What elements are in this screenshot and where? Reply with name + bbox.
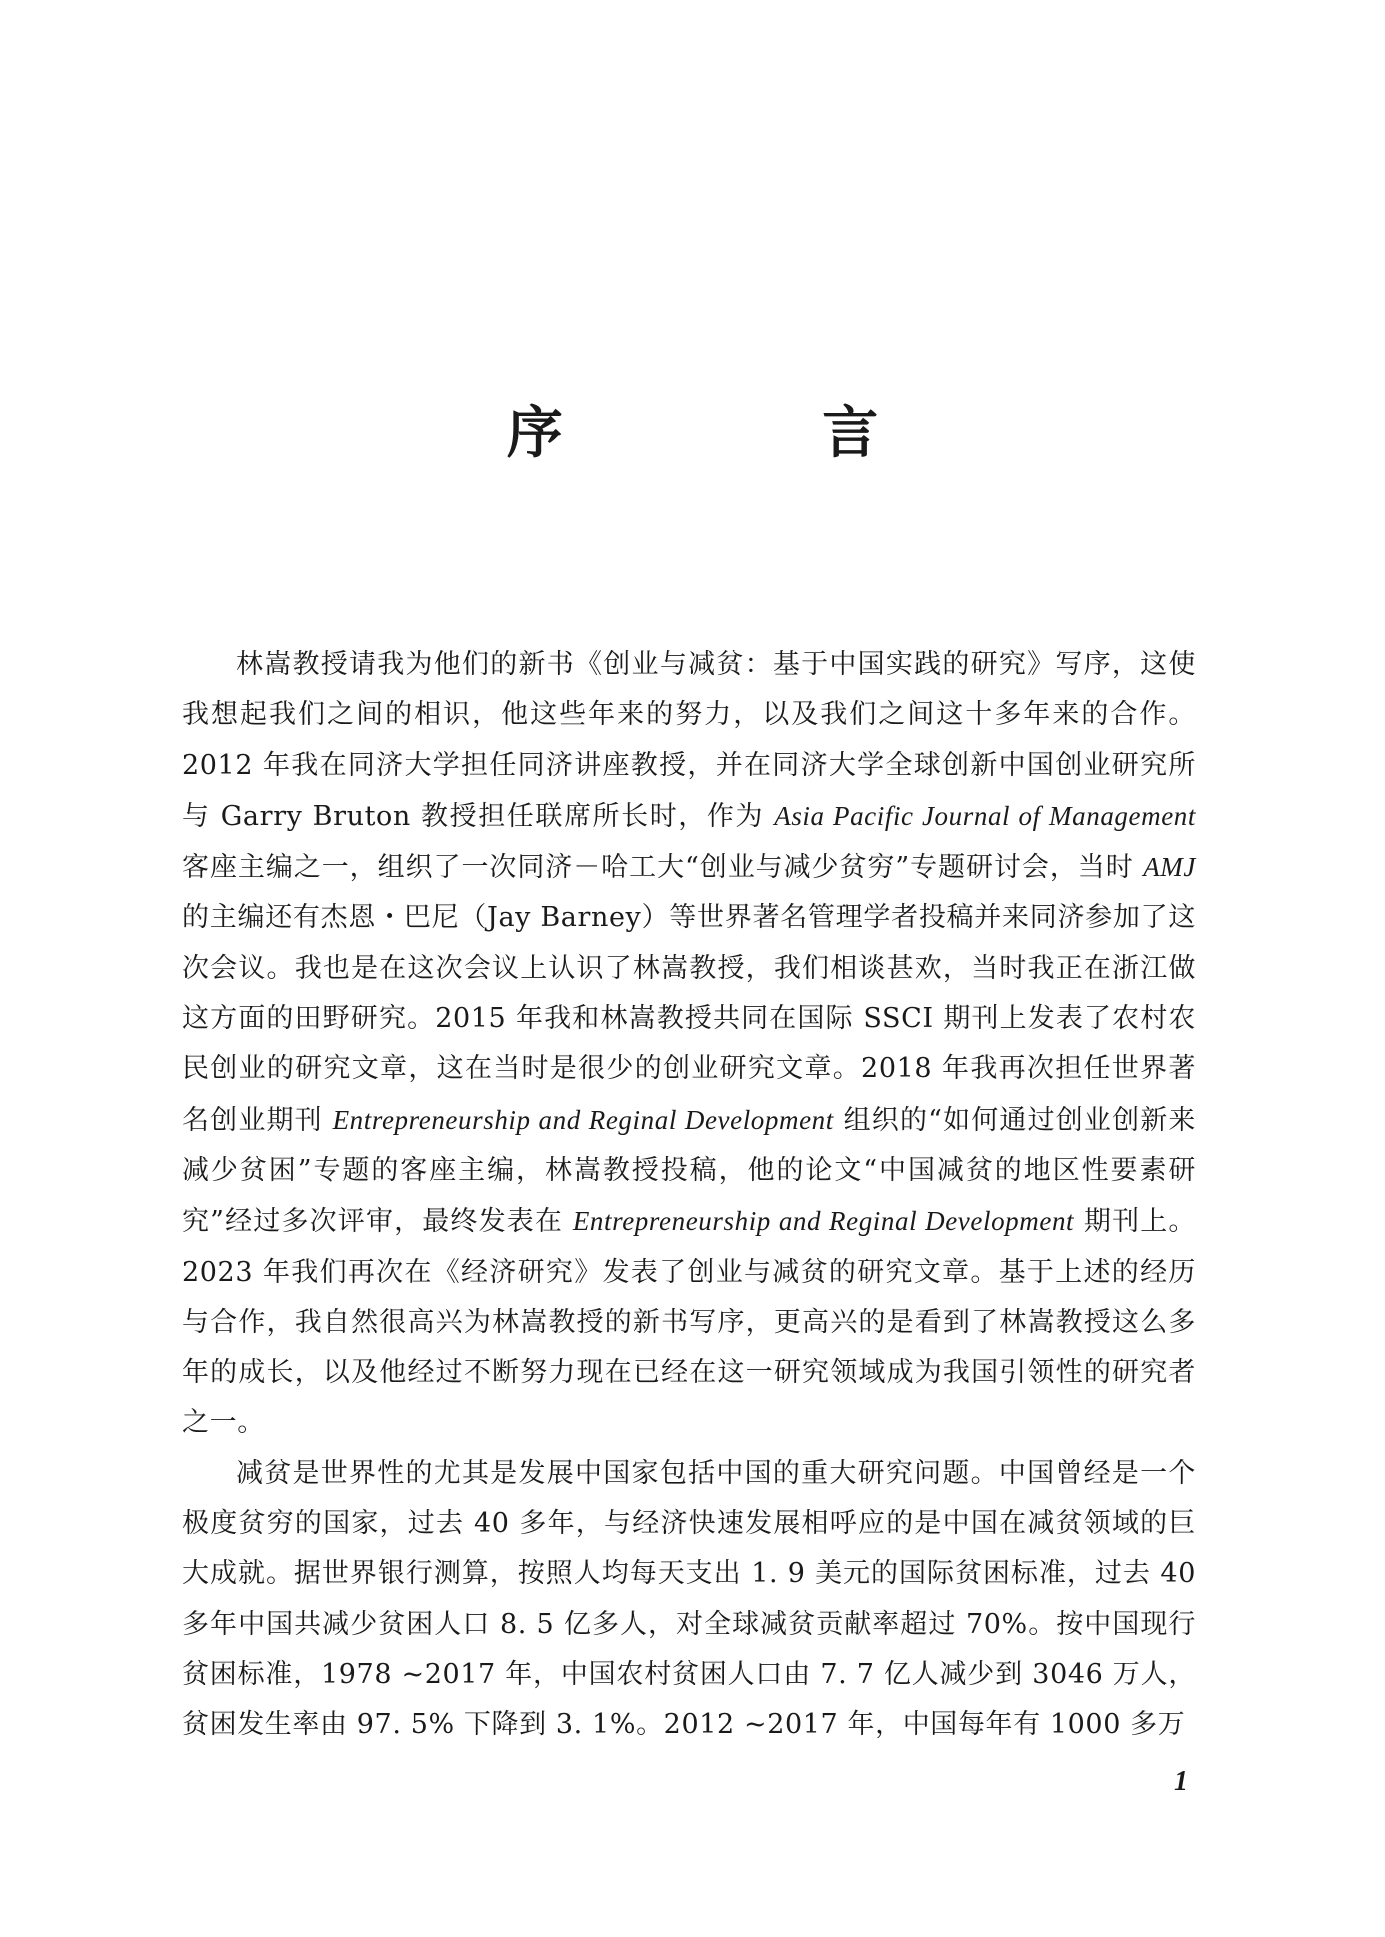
page-number: 1 bbox=[1174, 1766, 1188, 1797]
paragraph-text: 的主编还有杰恩・巴尼（Jay Barney）等世界著名管理学者投稿并来同济参加了这次会议。我也是在这次会议上认识了林嵩教授，我们相谈甚欢，当时我正在浙江做这方面的田野研究。2015 年我和林嵩教授共同在国际 SSCI 期刊上发表了农村农民创业的研究文章，这在当时是很少的创业研究文章。2018 年我再次担任世界著名创业期刊 bbox=[182, 902, 1196, 1136]
italic-title-text: Entrepreneurship and Reginal Development bbox=[332, 1104, 834, 1135]
paragraph-text: 组织的“如何通过创业创新来减少贫困”专题的客座主编，林嵩教授投稿，他的论文“中国减贫的地区性要素研究”经过多次评审，最终发表在 bbox=[182, 1104, 1196, 1238]
italic-title-text: Asia Pacific Journal of Management bbox=[774, 800, 1196, 831]
page-title: 序 言 bbox=[506, 400, 999, 466]
body-text bbox=[182, 640, 1196, 1751]
paragraph-1 bbox=[182, 640, 1196, 1449]
paragraph-text: 期刊上。2023 年我们再次在《经济研究》发表了创业与减贫的研究文章。基于上述的经历与合作，我自然很高兴为林嵩教授的新书写序，更高兴的是看到了林嵩教授这么多年的成长，以及他经过不断努力现在已经在这一研究领域成为我国引领性的研究者之一。 bbox=[182, 1206, 1196, 1439]
italic-title-text: Entrepreneurship and Reginal Development bbox=[572, 1206, 1075, 1237]
paragraph-text: 林嵩教授请我为他们的新书《创业与减贫：基于中国实践的研究》写序，这使我想起我们之间的相识，他这些年来的努力，以及我们之间这十多年来的合作。2012 年我在同济大学担任同济讲座教授，并在同济大学全球创新中国创业研究所与 Garry Bruton 教授担任联席所长时，作为 bbox=[182, 649, 1196, 832]
italic-title-text: AMJ bbox=[1143, 852, 1196, 883]
paragraph-2 bbox=[182, 1449, 1196, 1751]
paragraph-text: 减贫是世界性的尤其是发展中国家包括中国的重大研究问题。中国曾经是一个极度贫穷的国家，过去 40 多年，与经济快速发展相呼应的是中国在减贫领域的巨大成就。据世界银行测算，按照人均每天支出 1. 9 美元的国际贫困标准，过去 40 多年中国共减少贫困人口 8. 5 亿多人，对全球减贫贡献率超过 70%。按中国现行贫困标准，1978 ~2017 年，中国农村贫困人口由 7. 7 亿人减少到 3046 万人，贫困发生率由 97. 5% 下降到 3. 1%。2012 ~2017 年，中国每年有 1000 多万 bbox=[182, 1457, 1196, 1741]
paragraph-text: 客座主编之一，组织了一次同济－哈工大“创业与减少贫穷”专题研讨会，当时 bbox=[182, 852, 1144, 884]
